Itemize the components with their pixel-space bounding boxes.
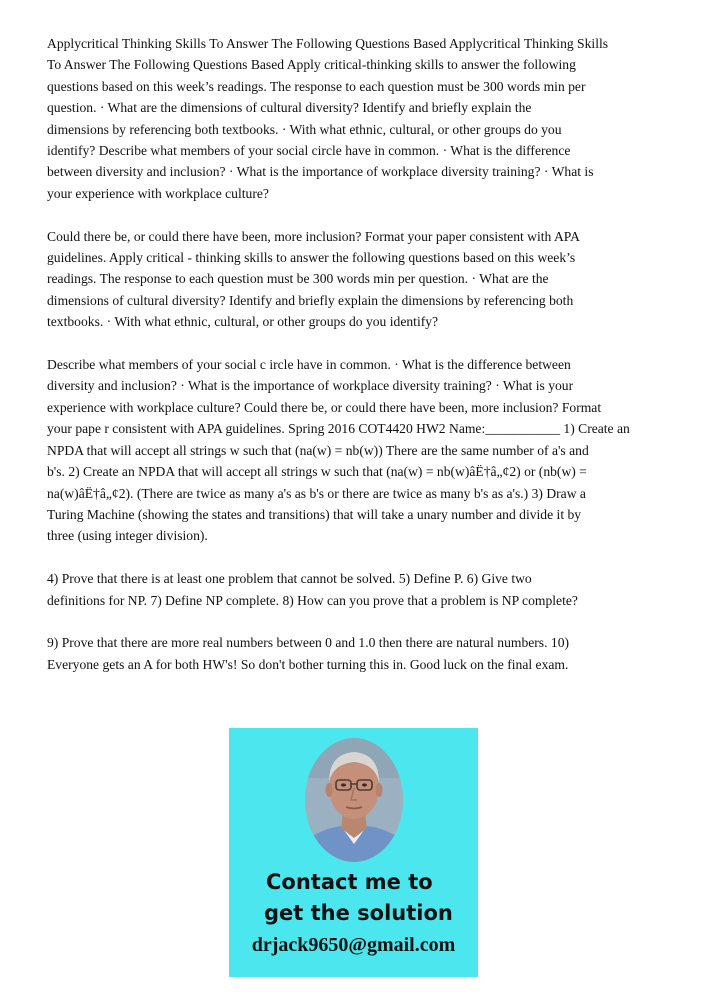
document-body — [47, 33, 669, 697]
paragraph-3: Describe what members of your social c ircle have in common. · What is the difference between diversity and inclusion? · What is the importance of workplace diversity training? · What is your experience with workplace culture? Could there be, or could there have been, more inclusion? Format your pape r consistent with APA guidelines. Spring 2016 COT4420 HW2 Name:___________ 1) Create an NPDA that will accept all strings w such that (na(w) = nb(w)) There are the same number of a's and b's. 2) Create an NPDA that will accept all strings w such that (na(w) = nb(w)âË†â„¢2) or (nb(w) = na(w)âË†â„¢2). (There are twice as many a's as b's or there are twice as many b's as a's.) 3) Draw a Turing Machine (showing the states and transitions) that will take a unary number and divide it by three (using integer division). — [47, 357, 630, 544]
paragraph-4: 4) Prove that there is at least one problem that cannot be solved. 5) Define P. 6) Give two definitions for NP. 7) Define NP complete. 8) How can you prove that a problem is NP complete? — [47, 571, 578, 608]
portrait-photo — [305, 738, 403, 862]
contact-email-link[interactable]: drjack9650@gmail.com — [251, 934, 456, 956]
portrait-image — [305, 738, 403, 862]
paragraph-2: Could there be, or could there have been, more inclusion? Format your paper consistent with APA guidelines. Apply critical - thinking skills to answer the following questions based on this week’s readings. The response to each question must be 300 words min per question. · What are the dimensions of cultural diversity? Identify and briefly explain the dimensions by referencing both textbooks. · With what ethnic, cultural, or other groups do you identify? — [47, 228, 580, 330]
contact-ad-banner[interactable] — [229, 728, 478, 977]
paragraph-1: Applycritical Thinking Skills To Answer The Following Questions Based Applycritical Thinking Skills To Answer The Following Questions Based Apply critical-thinking skills to answer the following questions based on this week’s readings. The response to each question must be 300 words min per question. · What are the dimensions of cultural diversity? Identify and briefly explain the dimensions by referencing both textbooks. · With what ethnic, cultural, or other groups do you identify? Describe what members of your social circle have in common. · What is the difference between diversity and inclusion? · What is the importance of workplace diversity training? · What is your experience with workplace culture? — [47, 36, 609, 201]
cta-line-2: get the solution — [264, 901, 453, 925]
paragraph-5: 9) Prove that there are more real numbers between 0 and 1.0 then there are natural numbers. 10) Everyone gets an A for both HW's! So don't bother turning this in. Good luck on the final exam. — [47, 635, 570, 672]
cta-line-1: Contact me to — [266, 870, 433, 894]
